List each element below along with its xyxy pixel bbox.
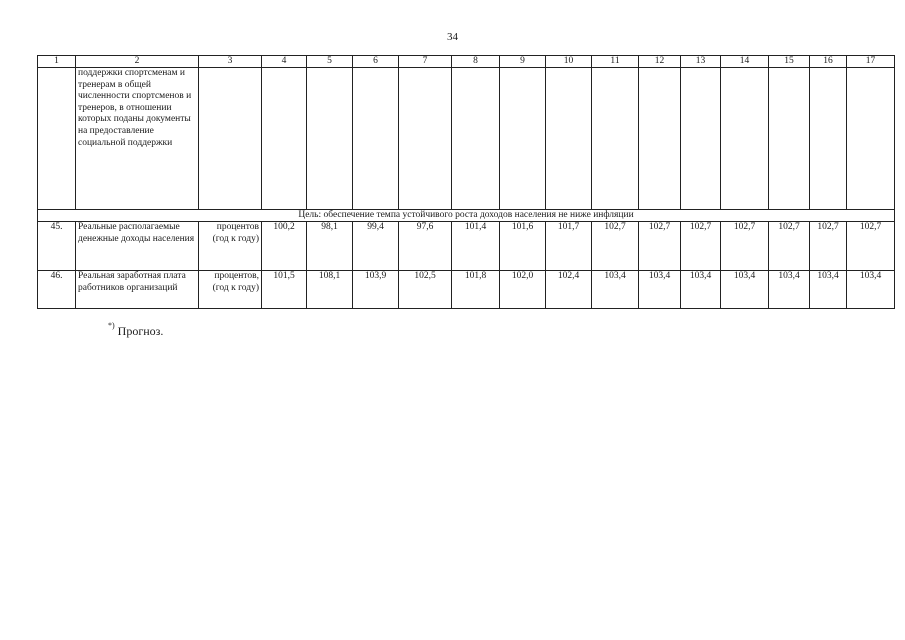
- indicators-table: [37, 55, 895, 309]
- column-header: 8: [452, 56, 500, 68]
- table-row: [38, 222, 895, 271]
- value-cell: [592, 68, 639, 210]
- column-header: 14: [721, 56, 769, 68]
- value-cell: [769, 68, 810, 210]
- goal-text: Цель: обеспечение темпа устойчивого роста доходов населения не ниже инфляции: [38, 210, 895, 222]
- value-cell: 97,6: [399, 222, 452, 271]
- unit-cell: процентов, (год к году): [199, 271, 262, 309]
- value-cell: 102,0: [500, 271, 546, 309]
- column-header: 9: [500, 56, 546, 68]
- column-header: 5: [307, 56, 353, 68]
- footnote: [108, 323, 163, 339]
- value-cell: 103,4: [681, 271, 721, 309]
- row-number-cell: [38, 68, 76, 210]
- column-header: 17: [847, 56, 895, 68]
- column-header: 4: [262, 56, 307, 68]
- indicator-name-cell: поддержки спортсменам и тренерам в общей численности спортсменов и тренеров, в отношении которых поданы документы на предоставление социальной поддержки: [76, 68, 199, 210]
- value-cell: 102,7: [769, 222, 810, 271]
- value-cell: 102,7: [592, 222, 639, 271]
- column-header: 15: [769, 56, 810, 68]
- page-number: 34: [447, 31, 458, 43]
- value-cell: 101,5: [262, 271, 307, 309]
- value-cell: [307, 68, 353, 210]
- value-cell: [353, 68, 399, 210]
- column-header: 6: [353, 56, 399, 68]
- value-cell: [546, 68, 592, 210]
- value-cell: [847, 68, 895, 210]
- value-cell: [500, 68, 546, 210]
- indicator-name-cell: Реальные располагаемые денежные доходы населения: [76, 222, 199, 271]
- value-cell: [721, 68, 769, 210]
- table-row-continuation: [38, 68, 895, 210]
- value-cell: 102,4: [546, 271, 592, 309]
- footnote-text: Прогноз.: [117, 324, 164, 338]
- column-header: 3: [199, 56, 262, 68]
- value-cell: 103,4: [847, 271, 895, 309]
- column-number-row: [38, 56, 895, 68]
- value-cell: 100,2: [262, 222, 307, 271]
- value-cell: [681, 68, 721, 210]
- value-cell: 98,1: [307, 222, 353, 271]
- value-cell: 103,4: [639, 271, 681, 309]
- column-header: 1: [38, 56, 76, 68]
- value-cell: 108,1: [307, 271, 353, 309]
- unit-cell: [199, 68, 262, 210]
- value-cell: 101,6: [500, 222, 546, 271]
- value-cell: 101,4: [452, 222, 500, 271]
- value-cell: [452, 68, 500, 210]
- value-cell: 103,9: [353, 271, 399, 309]
- value-cell: 103,4: [810, 271, 847, 309]
- column-header: 2: [76, 56, 199, 68]
- value-cell: 102,7: [681, 222, 721, 271]
- value-cell: [262, 68, 307, 210]
- column-header: 12: [639, 56, 681, 68]
- value-cell: [399, 68, 452, 210]
- value-cell: 102,7: [639, 222, 681, 271]
- column-header: 16: [810, 56, 847, 68]
- value-cell: 102,7: [847, 222, 895, 271]
- value-cell: 102,5: [399, 271, 452, 309]
- value-cell: 103,4: [721, 271, 769, 309]
- goal-row: [38, 210, 895, 222]
- value-cell: 102,7: [810, 222, 847, 271]
- column-header: 13: [681, 56, 721, 68]
- row-number-cell: 45.: [38, 222, 76, 271]
- indicator-name-cell: Реальная заработная плата работников организаций: [76, 271, 199, 309]
- unit-cell: процентов (год к году): [199, 222, 262, 271]
- value-cell: [639, 68, 681, 210]
- column-header: 7: [399, 56, 452, 68]
- value-cell: 99,4: [353, 222, 399, 271]
- value-cell: 101,7: [546, 222, 592, 271]
- value-cell: [810, 68, 847, 210]
- value-cell: 103,4: [769, 271, 810, 309]
- value-cell: 102,7: [721, 222, 769, 271]
- footnote-marker: *): [108, 321, 115, 330]
- value-cell: 101,8: [452, 271, 500, 309]
- table-row: [38, 271, 895, 309]
- value-cell: 103,4: [592, 271, 639, 309]
- column-header: 11: [592, 56, 639, 68]
- column-header: 10: [546, 56, 592, 68]
- row-number-cell: 46.: [38, 271, 76, 309]
